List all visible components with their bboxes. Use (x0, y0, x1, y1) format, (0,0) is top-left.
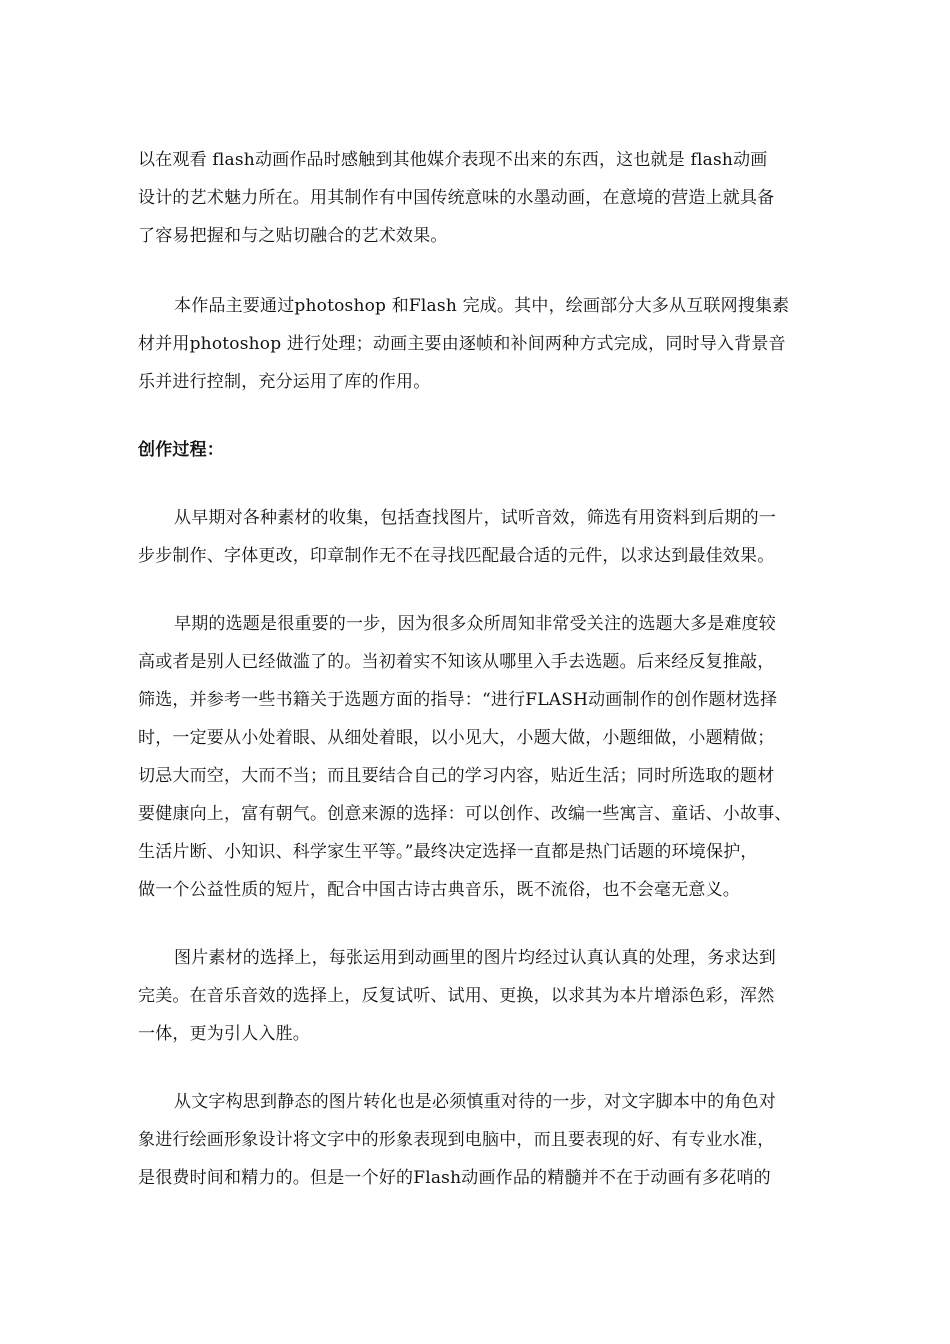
paragraph-tools-line-1: 本作品主要通过photoshop 和Flash 完成。其中，绘画部分大多从互联网搜集素 (174, 296, 790, 316)
paragraph-design-line-2: 象进行绘画形象设计将文字中的形象表现到电脑中，而且要表现的好、有专业水准， (138, 1130, 775, 1150)
paragraph-tools-line-2: 材并用photoshop 进行处理；动画主要由逐帧和补间两种方式完成，同时导入背景音 (138, 334, 786, 354)
paragraph-intro-line-3: 了容易把握和与之贴切融合的艺术效果。 (138, 226, 448, 246)
paragraph-materials-line-2: 步步制作、字体更改，印章制作无不在寻找匹配最合适的元件，以求达到最佳效果。 (138, 546, 775, 566)
paragraph-intro-line-1: 以在观看 flash动画作品时感触到其他媒介表现不出来的东西，这也就是 flash动画 (138, 150, 768, 170)
paragraph-topic-line-7: 生活片断、小知识、科学家生平等。”最终决定选择一直都是热门话题的环境保护， (138, 842, 758, 862)
paragraph-tools-line-3: 乐并进行控制，充分运用了库的作用。 (138, 372, 431, 392)
paragraph-topic-line-8: 做一个公益性质的短片，配合中国古诗古典音乐，既不流俗，也不会毫无意义。 (138, 880, 740, 900)
paragraph-topic-line-4: 时，一定要从小处着眼、从细处着眼，以小见大，小题大做，小题细做，小题精做； (138, 728, 775, 748)
paragraph-images-line-1: 图片素材的选择上，每张运用到动画里的图片均经过认真认真的处理，务求达到 (174, 948, 776, 968)
paragraph-design-line-1: 从文字构思到静态的图片转化也是必须慎重对待的一步，对文字脚本中的角色对 (174, 1092, 776, 1112)
paragraph-design-line-3: 是很费时间和精力的。但是一个好的Flash动画作品的精髓并不在于动画有多花哨的 (138, 1168, 771, 1188)
paragraph-topic-line-1: 早期的选题是很重要的一步，因为很多众所周知非常受关注的选题大多是难度较 (174, 614, 776, 634)
paragraph-images-line-2: 完美。在音乐音效的选择上，反复试听、试用、更换，以求其为本片增添色彩，浑然 (138, 986, 775, 1006)
section-heading: 创作过程： (138, 440, 224, 460)
paragraph-topic-line-3: 筛选，并参考一些书籍关于选题方面的指导：“进行FLASH动画制作的创作题材选择 (138, 690, 778, 710)
paragraph-topic-line-5: 切忌大而空，大而不当；而且要结合自己的学习内容，贴近生活；同时所选取的题材 (138, 766, 775, 786)
paragraph-topic-line-2: 高或者是别人已经做滥了的。当初着实不知该从哪里入手去选题。后来经反复推敲， (138, 652, 775, 672)
paragraph-topic-line-6: 要健康向上，富有朝气。创意来源的选择：可以创作、改编一些寓言、童话、小故事、 (138, 804, 792, 824)
paragraph-materials-line-1: 从早期对各种素材的收集，包括查找图片，试听音效，筛选有用资料到后期的一 (174, 508, 776, 528)
paragraph-images-line-3: 一体，更为引人入胜。 (138, 1024, 310, 1044)
paragraph-intro-line-2: 设计的艺术魅力所在。用其制作有中国传统意味的水墨动画，在意境的营造上就具备 (138, 188, 775, 208)
